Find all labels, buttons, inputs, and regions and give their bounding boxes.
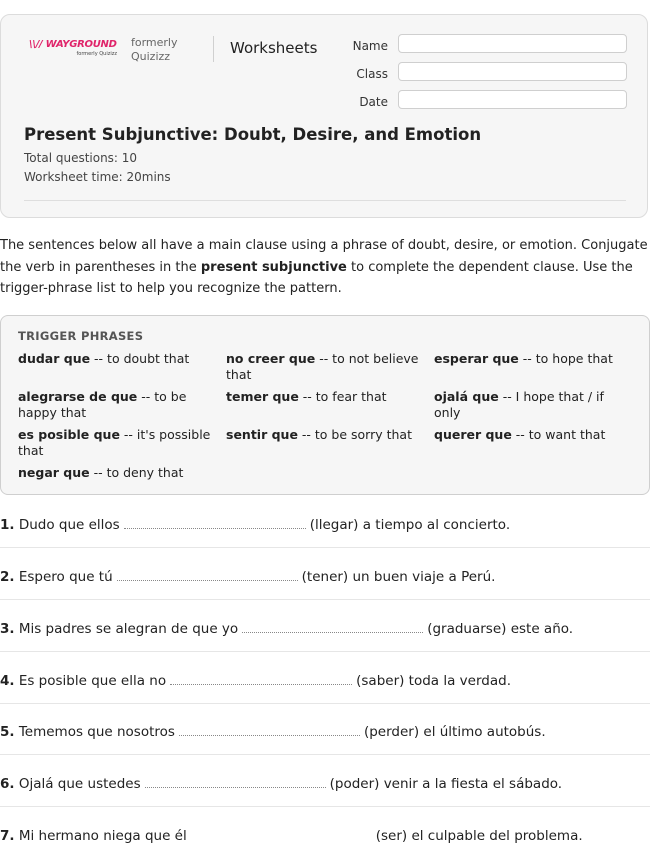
- trigger-phrase: no creer que -- to not believe that: [226, 351, 419, 382]
- header-divider: [213, 36, 214, 62]
- class-field[interactable]: [398, 62, 627, 81]
- question-divider: [0, 651, 650, 652]
- trigger-phrase: ojalá que -- I hope that / if only: [434, 389, 604, 420]
- instructions-text-1: The sentences below all have a main clause using a phrase of doubt, desire, or emotion. Conjugate the verb in parentheses in the: [0, 238, 648, 275]
- worksheets-label: Worksheets: [230, 39, 318, 57]
- total-questions: Total questions: 10: [24, 151, 138, 165]
- instructions-text-2: to complete the dependent clause. Use the trigger-phrase list to help you recognize the pattern.: [0, 259, 633, 296]
- logo-wordmark: \\// WAYGROUND: [29, 39, 117, 50]
- question-item: 1. Dudo que ellos (llegar) a tiempo al concierto.: [0, 514, 650, 538]
- trigger-phrase: sentir que -- to be sorry that: [226, 427, 412, 442]
- header-rule: [24, 200, 626, 201]
- question-divider: [0, 806, 650, 807]
- question-item: 5. Tememos que nosotros (perder) el último autobús.: [0, 721, 650, 745]
- worksheet-header: [0, 14, 648, 218]
- question-item: 3. Mis padres se alegran de que yo (graduarse) este año.: [0, 618, 650, 642]
- trigger-phrase: esperar que -- to hope that: [434, 351, 613, 366]
- class-label: Class: [356, 67, 388, 81]
- date-label: Date: [359, 95, 388, 109]
- question-divider: [0, 703, 650, 704]
- answer-blank[interactable]: [191, 825, 372, 840]
- question-divider: [0, 599, 650, 600]
- answer-blank[interactable]: [124, 514, 306, 529]
- trigger-phrase: alegrarse de que -- to be happy that: [18, 389, 187, 420]
- logo-glyph-icon: \\//: [29, 39, 43, 50]
- worksheet-time: Worksheet time: 20mins: [24, 170, 171, 184]
- answer-blank[interactable]: [242, 618, 423, 633]
- question-divider: [0, 547, 650, 548]
- question-divider: [0, 754, 650, 755]
- date-field[interactable]: [398, 90, 627, 109]
- trigger-heading: TRIGGER PHRASES: [18, 329, 144, 343]
- trigger-phrases-box: [0, 315, 650, 495]
- trigger-phrase: negar que -- to deny that: [18, 465, 184, 480]
- name-label: Name: [352, 39, 388, 53]
- question-item: 4. Es posible que ella no (saber) toda la verdad.: [0, 670, 650, 694]
- answer-blank[interactable]: [179, 721, 360, 736]
- worksheet-title: Present Subjunctive: Doubt, Desire, and Emotion: [24, 125, 482, 144]
- answer-blank[interactable]: [117, 566, 298, 581]
- formerly-label: formerly Quizizz: [131, 36, 178, 63]
- name-field[interactable]: [398, 34, 627, 53]
- instructions: [0, 235, 650, 300]
- instructions-emphasis: present subjunctive: [200, 259, 347, 275]
- trigger-phrase: temer que -- to fear that: [226, 389, 387, 404]
- question-item: 7. Mi hermano niega que él (ser) el culpable del problema.: [0, 825, 650, 849]
- answer-blank[interactable]: [145, 773, 326, 788]
- logo-subtitle: formerly Quizizz: [76, 51, 117, 57]
- trigger-phrase: es posible que -- it's possible that: [18, 427, 211, 458]
- question-item: 2. Espero que tú (tener) un buen viaje a Perú.: [0, 566, 650, 590]
- answer-blank[interactable]: [170, 670, 352, 685]
- wayground-logo: [29, 39, 117, 57]
- question-item: 6. Ojalá que ustedes (poder) venir a la fiesta el sábado.: [0, 773, 650, 797]
- trigger-phrase: dudar que -- to doubt that: [18, 351, 190, 366]
- trigger-phrase: querer que -- to want that: [434, 427, 606, 442]
